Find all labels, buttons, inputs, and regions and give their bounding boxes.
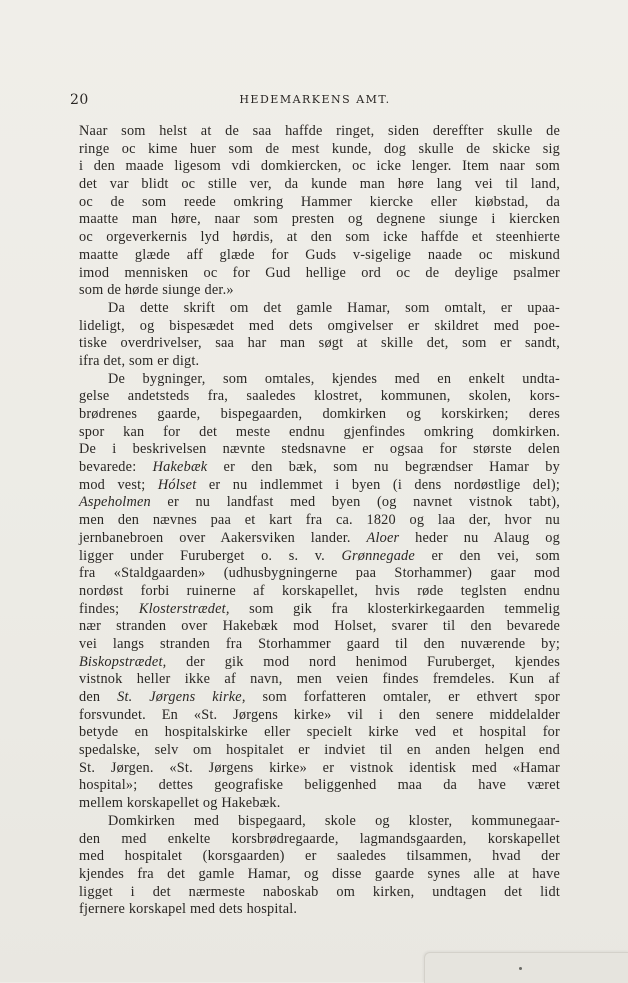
text-line (79, 742, 560, 760)
text-segment: fjernere korskapel med dets hospital. (79, 901, 298, 918)
text-segment: bevarede: (79, 459, 153, 476)
text-segment: vei langs stranden fra Storhammer gaard til den nuværende by; (79, 635, 560, 652)
text-line (79, 831, 560, 849)
text-segment: oc orgeverkernis lyd hørdis, at den som icke haffde et steenhierte (79, 229, 560, 246)
text-segment: hospital»; dettes geografiske beliggenhed maa da have været (79, 777, 560, 794)
paragraph (79, 300, 560, 371)
text-segment: men den nævnes paa et kart fra ca. 1820 og laa der, hvor nu (79, 512, 560, 529)
text-line (79, 229, 560, 247)
text-line (79, 777, 560, 795)
text-segment: som gik fra klosterkirkegaarden temmelig (229, 600, 560, 617)
text-segment: i den maade ligesom vdi domkiercken, oc icke lenger. Item naar som (79, 158, 560, 175)
text-line (79, 353, 560, 371)
place-name: Hakebæk (152, 459, 208, 476)
text-line (79, 636, 560, 654)
text-segment: ligger under Furuberget o. s. v. (79, 547, 342, 564)
text-line (79, 459, 560, 477)
text-segment: er den vei, som (414, 547, 560, 564)
text-line (79, 583, 560, 601)
text-line (79, 530, 560, 548)
text-segment: der gik mod nord henimod Furuberget, kjendes (166, 653, 560, 670)
paragraph (79, 123, 560, 300)
text-line (79, 441, 560, 459)
text-segment: som de hørde siunge der.» (79, 282, 234, 299)
text-segment: forsvundet. En «St. Jørgens kirke» vil i den senere middelalder (79, 706, 560, 723)
text-line (79, 707, 560, 725)
text-line (79, 848, 560, 866)
text-segment: mod vest; (79, 476, 158, 493)
place-name: Biskopstrædet, (79, 653, 167, 670)
text-line (79, 300, 560, 318)
text-segment: ifra det, som er digt. (79, 352, 200, 369)
text-line (79, 618, 560, 636)
text-line (79, 548, 560, 566)
text-segment: jernbanebroen over Aakersviken lander. (79, 529, 367, 546)
text-segment: findes; (79, 600, 139, 617)
text-line (79, 194, 560, 212)
text-line (79, 176, 560, 194)
text-line (79, 760, 560, 778)
text-segment: betyde en hospitalskirke eller specielt kirke ved et hospital for (79, 724, 560, 741)
paper-slip (424, 952, 628, 983)
text-segment: imod mennisken oc for Gud hellige ord oc de deylige psalmer (79, 264, 560, 281)
text-line (79, 884, 560, 902)
text-line (79, 265, 560, 283)
place-name: Grønnegade (341, 547, 415, 564)
text-line (79, 565, 560, 583)
text-segment: den (79, 689, 118, 705)
place-name: Aspeholmen (79, 494, 151, 511)
text-segment: Domkirken med bispegaard, skole og kloster, kommunegaar- (108, 812, 560, 829)
paragraph (79, 371, 560, 813)
text-segment: heder nu Alaug og (399, 529, 560, 546)
text-line (79, 406, 560, 424)
text-line (79, 671, 560, 689)
text-segment: St. Jørgen. «St. Jørgens kirke» er vistnok identisk med «Hamar (79, 759, 560, 776)
text-segment: tiske overdrivelser, saa har man søgt at skille det, som er sandt, (79, 335, 560, 352)
page-header (70, 92, 560, 108)
text-line (79, 371, 560, 389)
text-line (79, 813, 560, 831)
text-segment: fra «Staldgaarden» (udhusbygningerne paa Storhammer) gaar mod (79, 565, 560, 582)
text-segment: med hospitalet (korsgaarden) er saaledes tilsammen, hvad der (79, 848, 560, 865)
text-segment: det var blidt oc stille ver, da kunde man høre lang vei til land, (79, 176, 560, 193)
place-name: St. Jørgens kirke, (117, 689, 246, 705)
body-text (79, 123, 560, 919)
text-segment: ligget i det nærmeste naboskab om kirken, undtagen det lidt (79, 883, 560, 900)
text-line (79, 211, 560, 229)
text-line (79, 512, 560, 530)
ink-dot (519, 967, 522, 970)
text-line (79, 318, 560, 336)
text-line (79, 335, 560, 353)
text-segment: maatte glæde aff glæde for Guds v-sigelige naade oc miskund (79, 246, 560, 263)
text-segment: spor kan for det meste endnu gjenfindes omkring domkirken. (79, 423, 560, 440)
text-line (79, 141, 560, 159)
place-name: Klosterstrædet, (138, 600, 230, 617)
running-head: HEDEMARKENS AMT. (239, 93, 391, 106)
text-line (79, 601, 560, 619)
text-line (79, 866, 560, 884)
text-segment: vistnok heller ikke af navn, men veien findes fremdeles. Kun af (79, 671, 560, 688)
text-segment: den med enkelte korsbrødregaarde, lagmandsgaarden, korskapellet (79, 830, 560, 847)
text-line (79, 901, 560, 919)
text-segment: er nu landfast med byen (og navnet vistnok tabt), (150, 494, 560, 511)
text-line (79, 158, 560, 176)
text-line (79, 494, 560, 512)
text-segment: spedalske, selv om hospitalet er indviet til en anden helgen end (79, 742, 560, 759)
paragraph (79, 813, 560, 919)
text-segment: er nu indlemmet i byen (i dens nordøstlige del); (196, 476, 560, 493)
text-line (79, 282, 560, 300)
text-segment: brødrenes gaarde, bispegaarden, domkirken og korskirken; deres (79, 406, 560, 422)
text-segment: nær stranden over Hakebæk mod Holset, svarer til den bevarede (79, 618, 560, 635)
text-segment: kjendes fra det gamle Hamar, og disse gaarde synes alle at have (79, 865, 560, 882)
place-name: Aloer (366, 529, 400, 546)
text-segment: Da dette skrift om det gamle Hamar, som omtalt, er upaa- (108, 299, 560, 316)
text-segment: gelse andetsteds fra, saaledes klostret, kommunen, skolen, kors- (79, 388, 560, 405)
text-segment: lideligt, og bispesædet med dets omgivelser er skildret med poe- (79, 317, 560, 334)
text-segment: er den bæk, som nu begrændser Hamar by (207, 459, 561, 476)
text-segment: nordøst forbi ruinerne af korskapellet, hvis røde teglsten endnu (79, 582, 560, 599)
text-segment: oc de som reede omkring Hammer kiercke eller kiøbstad, da (79, 193, 560, 210)
text-line (79, 247, 560, 265)
text-line (79, 654, 560, 672)
text-line (79, 724, 560, 742)
text-line (79, 123, 560, 141)
text-segment: som forfatteren omtaler, er ethvert spor (245, 689, 560, 705)
page-number: 20 (70, 92, 89, 108)
text-segment: Naar som helst at de saa haffde ringet, siden dereffter skulle de (79, 123, 560, 139)
text-line (79, 388, 560, 406)
text-segment: ringe oc kime huer som de mest kunde, dog skulle de skicke sig (79, 140, 560, 157)
text-segment: maatte man høre, naar som presten og degnene siunge i kiercken (79, 211, 560, 228)
text-segment: De bygninger, som omtales, kjendes med en enkelt undta- (108, 370, 560, 387)
text-line (79, 477, 560, 495)
text-line (79, 795, 560, 813)
text-line (79, 424, 560, 442)
text-line (79, 689, 560, 707)
text-segment: De i beskrivelsen nævnte stedsnavne er ogsaa for største delen (79, 441, 560, 458)
text-segment: mellem korskapellet og Hakebæk. (79, 795, 281, 812)
place-name: Hólset (157, 476, 197, 493)
